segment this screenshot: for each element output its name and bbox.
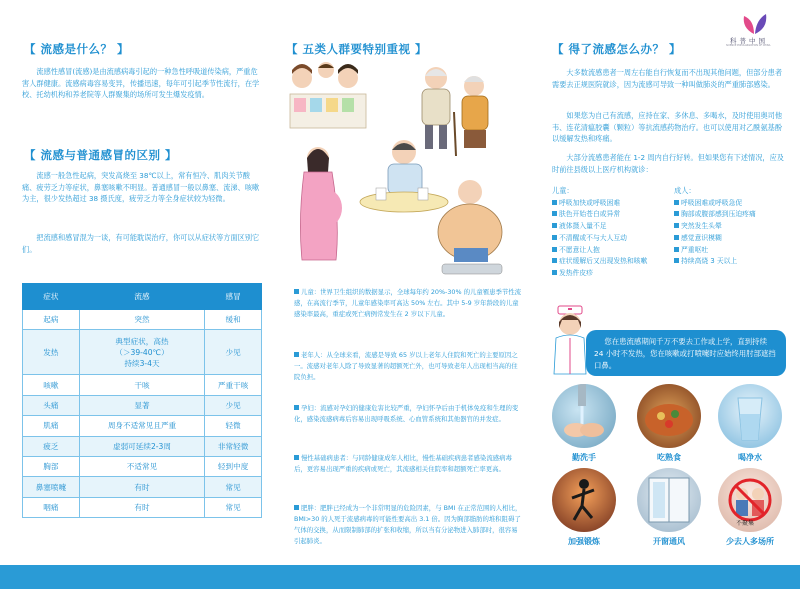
flu-intro-paragraph: 流感性感冒(流感)是由流感病毒引起的一种急性呼吸道传染病，严重危害人群健康。流感病毒容易变异，传播迅速，每年可引起季节性流行，在学校、托幼机构和养老院等人群聚集的场所可发生爆发疫情。 — [22, 67, 260, 99]
table-cell: 非常轻微 — [205, 436, 262, 456]
table-row — [23, 416, 262, 436]
tip-cooked-food-photo — [637, 384, 701, 448]
pregnant-woman-illustration — [300, 147, 342, 260]
list-item: 呼吸加快或呼吸困难 — [552, 198, 672, 210]
recovery-paragraph: 大多数流感患者一周左右能自行恢复而不出现其他问题，但部分患者需要去正规医院就诊，因为流感可导致一种叫做肺炎的严重肺部感染。 — [552, 68, 783, 89]
list-item: 症状缓解后又出现发热和咳嗽 — [552, 256, 672, 268]
table-cell: 有时 — [79, 497, 204, 517]
table-cell: 严重干咳 — [205, 375, 262, 395]
table-row — [23, 436, 262, 456]
bottom-color-bar — [0, 565, 800, 589]
table-cell: 显著 — [79, 395, 204, 415]
adult-list-title: 成人： — [674, 186, 696, 195]
heading-what-is-flu: 【 流感是什么？ 】 — [24, 42, 130, 56]
list-item: 不愿意让人抱 — [552, 245, 672, 257]
table-cell: 疲乏 — [23, 436, 80, 456]
list-item: 严重呕吐 — [674, 245, 786, 257]
tip-clean-water-photo — [718, 384, 782, 448]
list-item: 感觉意识模糊 — [674, 233, 786, 245]
table-cell: 干咳 — [79, 375, 204, 395]
chronic-patient-illustration — [360, 140, 448, 212]
table-cell: 缓和 — [205, 310, 262, 330]
tip-clean-water-label: 喝净水 — [738, 453, 762, 462]
group-children: 儿童：世界卫生组织的数据显示，全球每年约 20%-30% 的儿童罹患季节性流感，在高流行季节，儿童年感染率可高达 50% 左右。其中 5-9 岁年龄段的儿童感染率最高，重症或死亡病例常发生在 2 岁以下儿童。 — [294, 288, 522, 318]
list-item: 突然发生头晕 — [674, 221, 786, 233]
obese-person-illustration — [438, 180, 502, 274]
table-cell: 头痛 — [23, 395, 80, 415]
table-cell: 起病 — [23, 310, 80, 330]
table-cell: 胸部 — [23, 456, 80, 476]
brand-logo — [726, 14, 788, 50]
table-row — [23, 456, 262, 476]
advice-bubble — [586, 330, 786, 376]
heading-five-groups: 【 五类人群要特别重视 】 — [286, 42, 428, 56]
logo-sub: SCIENCE POPULARIZATION OF CHINA — [726, 44, 771, 47]
group-elderly: 老年人：从全球来看，流感是导致 65 岁以上老年人住院和死亡的主要原因之一。流感对老年人除了导致显著的超额死亡外，也可导致老年人出现相当高的住院负担。 — [294, 351, 518, 381]
table-cell: 肌痛 — [23, 416, 80, 436]
flu-vs-cold-paragraph: 流感一般急性起病，突发高烧至 38℃以上，常有恒冷、肌肉关节酸痛、疲劳乏力等症状，鼻塞咳嗽不明显。普通感冒一般以鼻塞、流涕、咳嗽为主，很少发热超过 38 摄氏度，疲劳乏力等全身症状较为轻微。 — [22, 171, 260, 203]
table-cell: 虚弱可延续2-3周 — [79, 436, 204, 456]
table-row — [23, 375, 262, 395]
table-cell: 鼻塞喷嚏 — [23, 477, 80, 497]
table-row — [23, 477, 262, 497]
table-cell: 典型症状，高热 （＞39-40℃） 持续3-4天 — [79, 330, 204, 375]
children-illustration — [290, 62, 366, 128]
table-cell: 常见 — [205, 497, 262, 517]
table-cell: 少见 — [205, 395, 262, 415]
no-gathering-sign-text: 不聚集 — [736, 520, 755, 527]
table-cell: 轻微 — [205, 416, 262, 436]
child-symptom-list — [552, 185, 672, 280]
table-row — [23, 395, 262, 415]
table-row — [23, 310, 262, 330]
tip-exercise-photo — [552, 468, 616, 532]
list-item: 持续高烧 3 天以上 — [674, 256, 786, 268]
treatment-paragraph: 如果您为自己有流感，应持在家、多休息、多喝水，及时使用奥司他韦、连花清瘟胶囊（颗粒）等抗流感药物治疗。也可以使用对乙酰氨基酚以缓解发热和疼痛。 — [552, 111, 783, 143]
group-obese: 肥胖：肥胖已经成为一个非常明显的危险因素，与 BMI 在正常范围的人相比，BMI>30 的人死于流感病毒的可能性要高出 3.1 倍。因为胸部脂肪的堆积阻碍了气体的交换，从而限制肺部的扩张和收缩，所以当有分泌物进入肺部时，很容易引起肺炎。 — [294, 504, 522, 545]
five-groups-illustration — [284, 60, 526, 282]
table-header: 流感 — [79, 284, 204, 310]
tip-ventilation-label: 开窗通风 — [653, 537, 685, 546]
table-cell: 轻到中度 — [205, 456, 262, 476]
table-cell: 发热 — [23, 330, 80, 375]
table-cell: 常见 — [205, 477, 262, 497]
tip-cooked-food-label: 吃熟食 — [657, 453, 681, 462]
list-item: 发热件皮疹 — [552, 268, 672, 280]
tip-wash-hands-label: 勤洗手 — [572, 453, 596, 462]
table-cell: 咽痛 — [23, 497, 80, 517]
seek-care-paragraph: 大部分流感患者能在 1-2 周内自行好转。但如果您有下述情况，应及时前往县级以上医疗机构就诊： — [552, 153, 784, 174]
heading-what-to-do: 【 得了流感怎么办？ 】 — [552, 42, 682, 56]
differentiate-paragraph: 把流感和感冒混为一谈，有可能耽误治疗，你可以从症状等方面区别它们。 — [22, 233, 260, 254]
tip-avoid-crowds-photo — [718, 468, 782, 532]
table-cell: 少见 — [205, 330, 262, 375]
table-cell: 不适常见 — [79, 456, 204, 476]
adult-symptom-list — [674, 185, 786, 268]
tip-wash-hands-photo — [552, 384, 616, 448]
flu-cold-comparison-table — [22, 283, 262, 518]
heading-flu-vs-cold: 【 流感与普通感冒的区别 】 — [24, 148, 178, 162]
table-cell: 有时 — [79, 477, 204, 497]
tip-avoid-crowds-label: 少去人多场所 — [726, 537, 774, 546]
list-item: 不清醒或不与大人互动 — [552, 233, 672, 245]
advice-bubble-text: 您在患流感期间千万不要去工作或上学，直到持续 24 小时不发热，您在咳嗽或打喷嚏时应始终用肘部遮挡口鼻。 — [594, 337, 776, 370]
child-list-title: 儿童： — [552, 186, 574, 195]
butterfly-logo-icon — [740, 14, 770, 36]
table-cell: 周身不适常见且严重 — [79, 416, 204, 436]
logo-name: 科普中国 — [730, 37, 768, 45]
table-header: 感冒 — [205, 284, 262, 310]
list-item: 胸部或腹部感到压迫疼痛 — [674, 209, 786, 221]
group-chronic: 慢性基础病患者：与同龄健康成年人相比，慢性基础疾病患者感染流感病毒后，更容易出现严重的疾病或死亡，其流感相关住院率和超额死亡率更高。 — [294, 454, 512, 473]
table-header: 症状 — [23, 284, 80, 310]
table-cell: 突然 — [79, 310, 204, 330]
elderly-illustration — [422, 67, 488, 156]
list-item: 呼吸困难或呼吸急促 — [674, 198, 786, 210]
table-row — [23, 497, 262, 517]
table-row — [23, 330, 262, 375]
group-pregnant: 孕妇：流感对孕妇的健康危害比较严重，孕妇怀孕后由于机体免疫和生理的变化，感染流感病毒后容易出现呼吸系统、心血管系统和其他器官的并发症。 — [294, 404, 519, 423]
tip-exercise-label: 加强锻炼 — [568, 537, 600, 546]
list-item: 液体摄入量不足 — [552, 221, 672, 233]
tip-ventilation-photo — [637, 468, 701, 532]
list-item: 肤色开始苍白或异常 — [552, 209, 672, 221]
table-cell: 咳嗽 — [23, 375, 80, 395]
